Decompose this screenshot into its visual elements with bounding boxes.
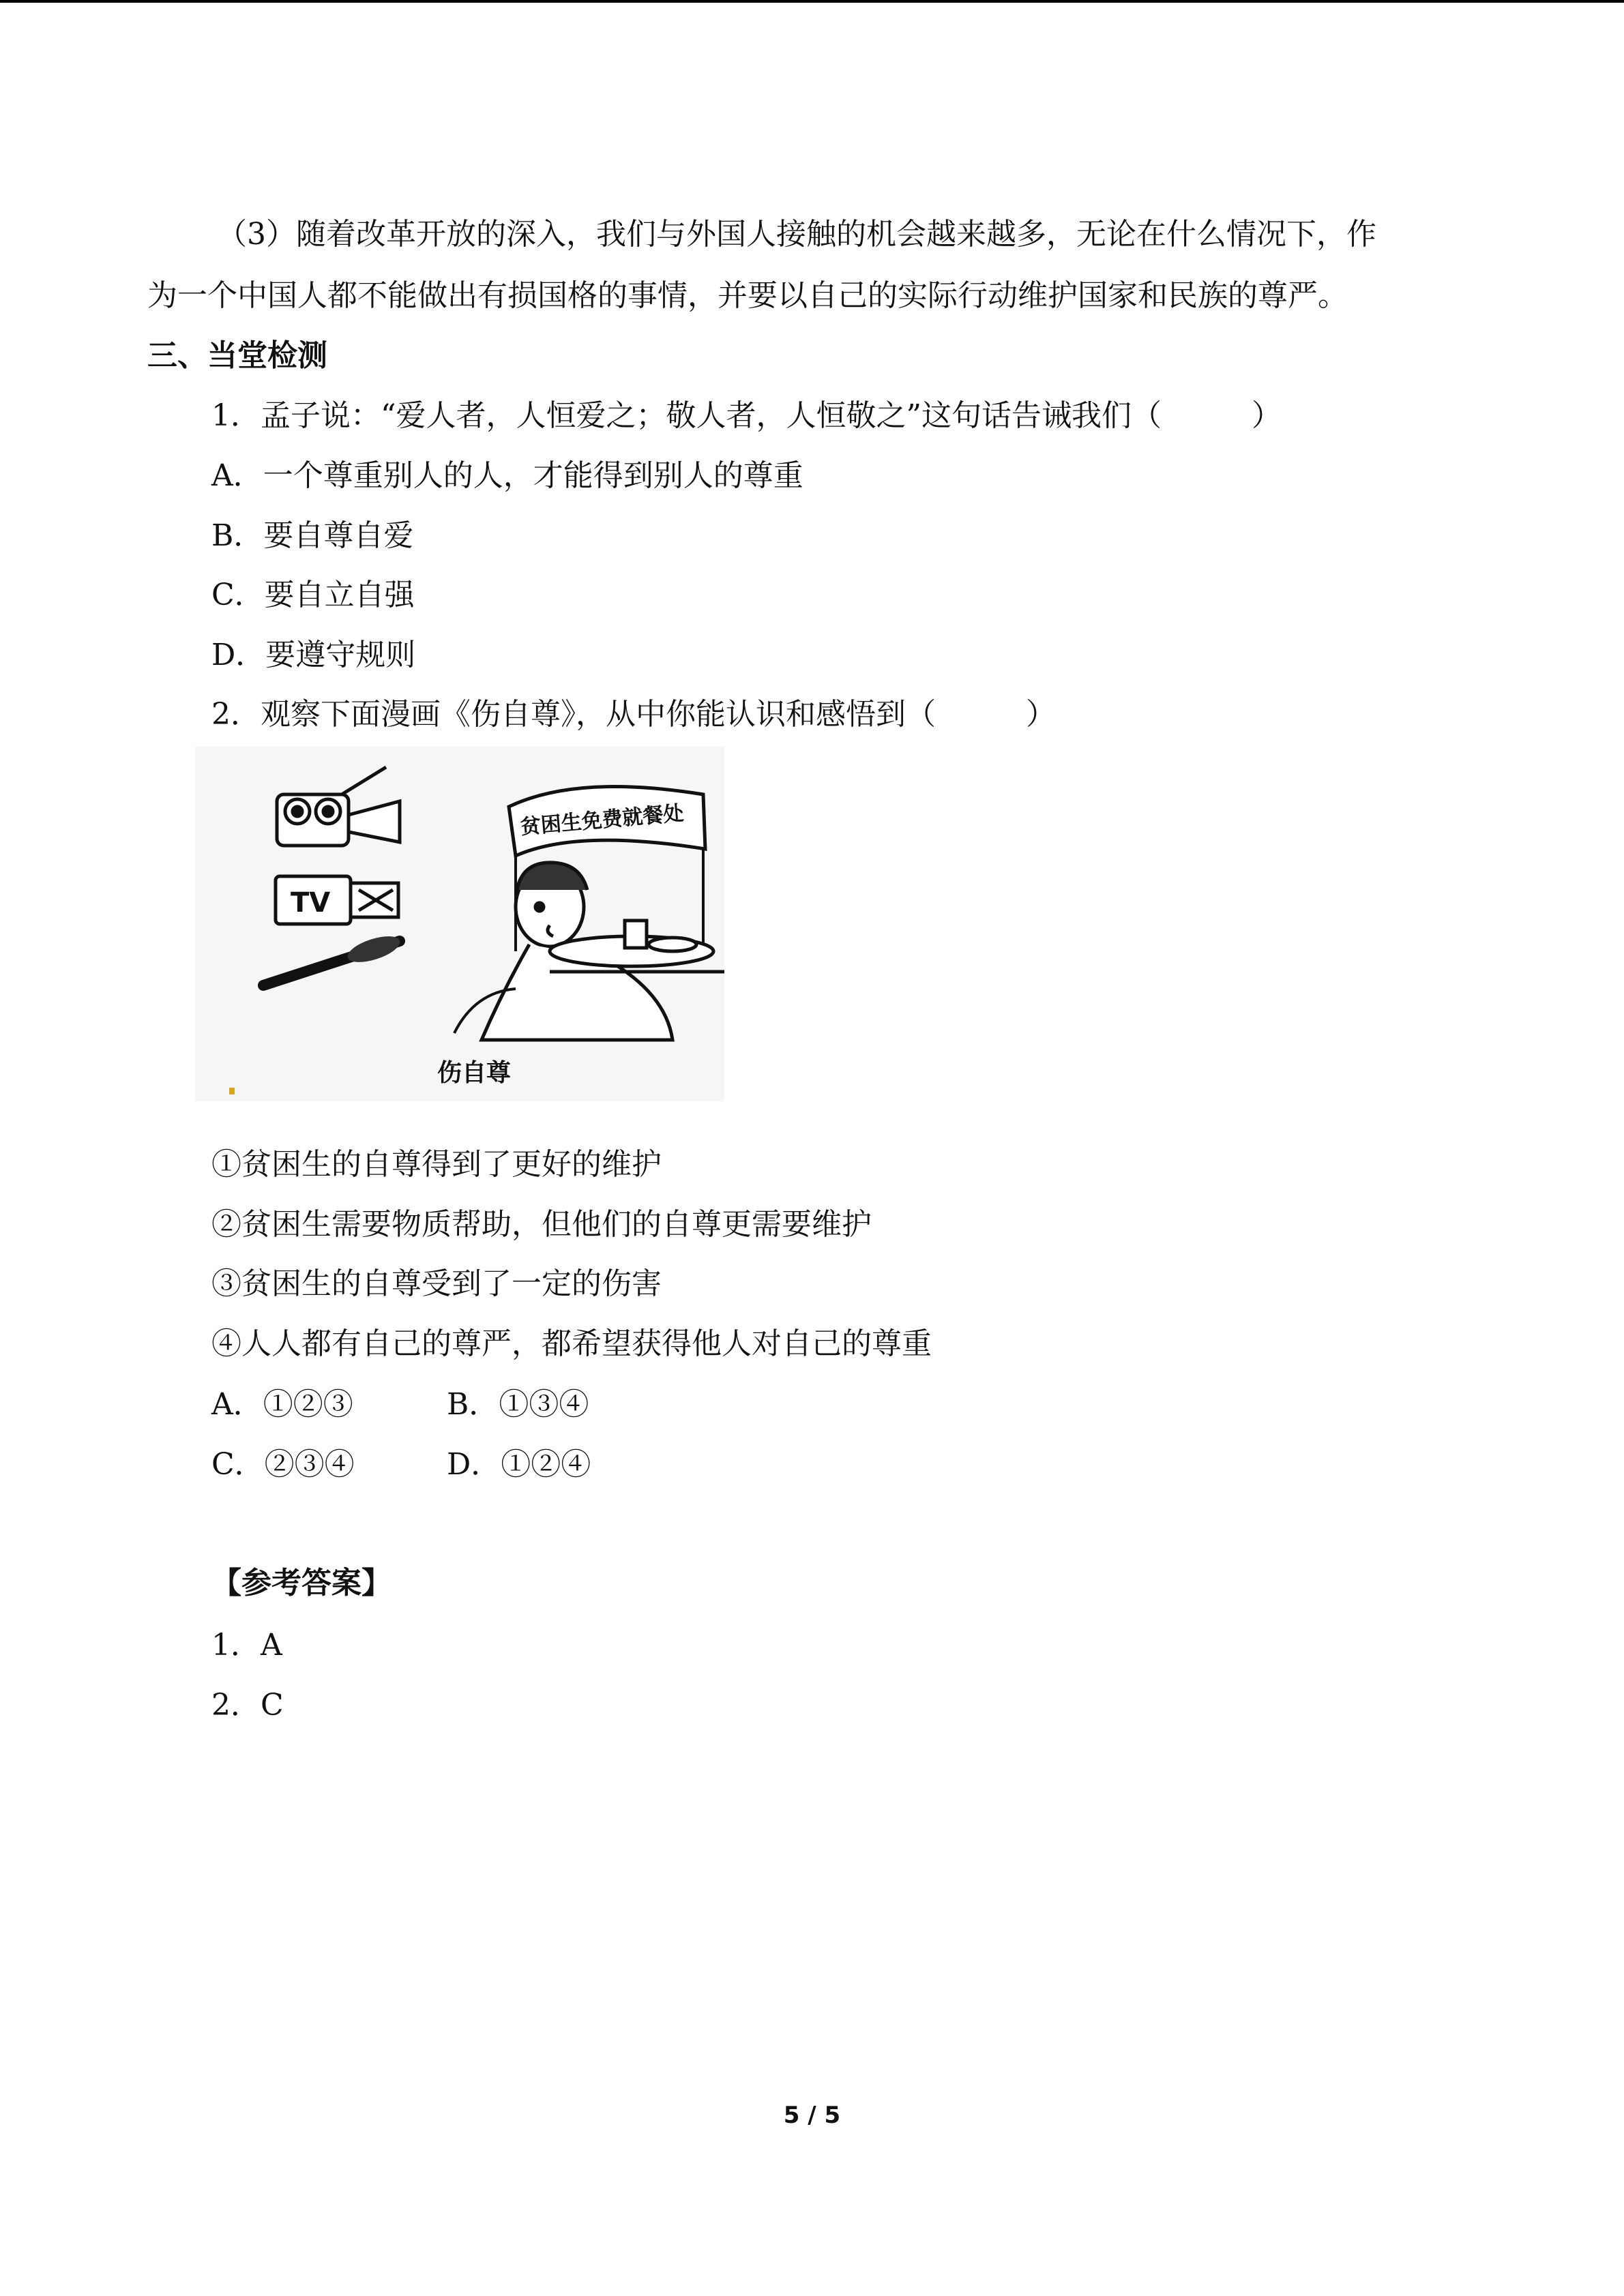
paragraph-line-2: 为一个中国人都不能做出有损国格的事情，并要以自己的实际行动维护国家和民族的尊严。 (147, 278, 1348, 313)
question-1-stem: 1．孟子说：“爱人者，人恒爱之；敬人者，人恒敬之”这句话告诫我们（ ） (211, 398, 1282, 433)
paragraph-line-1: （3）随着改革开放的深入，我们与外国人接触的机会越来越多，无论在什么情况下，作 (217, 217, 1376, 252)
answer-1: 1．A (211, 1628, 282, 1663)
statement-3: ③贫困生的自尊受到了一定的伤害 (211, 1266, 662, 1301)
cartoon-illustration (195, 747, 724, 1101)
page-number: 5 / 5 (783, 2102, 841, 2129)
question-1-option-c: C．要自立自强 (211, 578, 415, 612)
statement-2: ②贫困生需要物质帮助，但他们的自尊更需要维护 (211, 1207, 872, 1242)
tv-label: TV (291, 887, 331, 919)
question-2-stem: 2．观察下面漫画《伤自尊》，从中你能认识和感悟到（ ） (211, 697, 1056, 732)
statement-1: ①贫困生的自尊得到了更好的维护 (211, 1147, 662, 1182)
question-2-option-a: A．①②③ (211, 1387, 353, 1422)
section-title: 三、当堂检测 (147, 338, 327, 373)
question-1-option-b: B．要自尊自爱 (211, 518, 414, 553)
answer-2: 2．C (211, 1688, 284, 1723)
question-2-option-d: D．①②④ (447, 1447, 591, 1482)
question-2-option-c: C．②③④ (211, 1447, 355, 1482)
cartoon-caption: 伤自尊 (437, 1059, 512, 1087)
page-top-border (0, 0, 1624, 3)
question-2-option-b: B．①③④ (447, 1387, 589, 1422)
question-1-option-a: A．一个尊重别人的人，才能得到别人的尊重 (211, 458, 803, 493)
answers-title: 【参考答案】 (211, 1566, 392, 1600)
question-1-option-d: D．要遵守规则 (211, 638, 416, 672)
statement-4: ④人人都有自己的尊严，都希望获得他人对自己的尊重 (211, 1326, 932, 1361)
banner-text: 贫困生免费就餐处 (519, 801, 685, 839)
